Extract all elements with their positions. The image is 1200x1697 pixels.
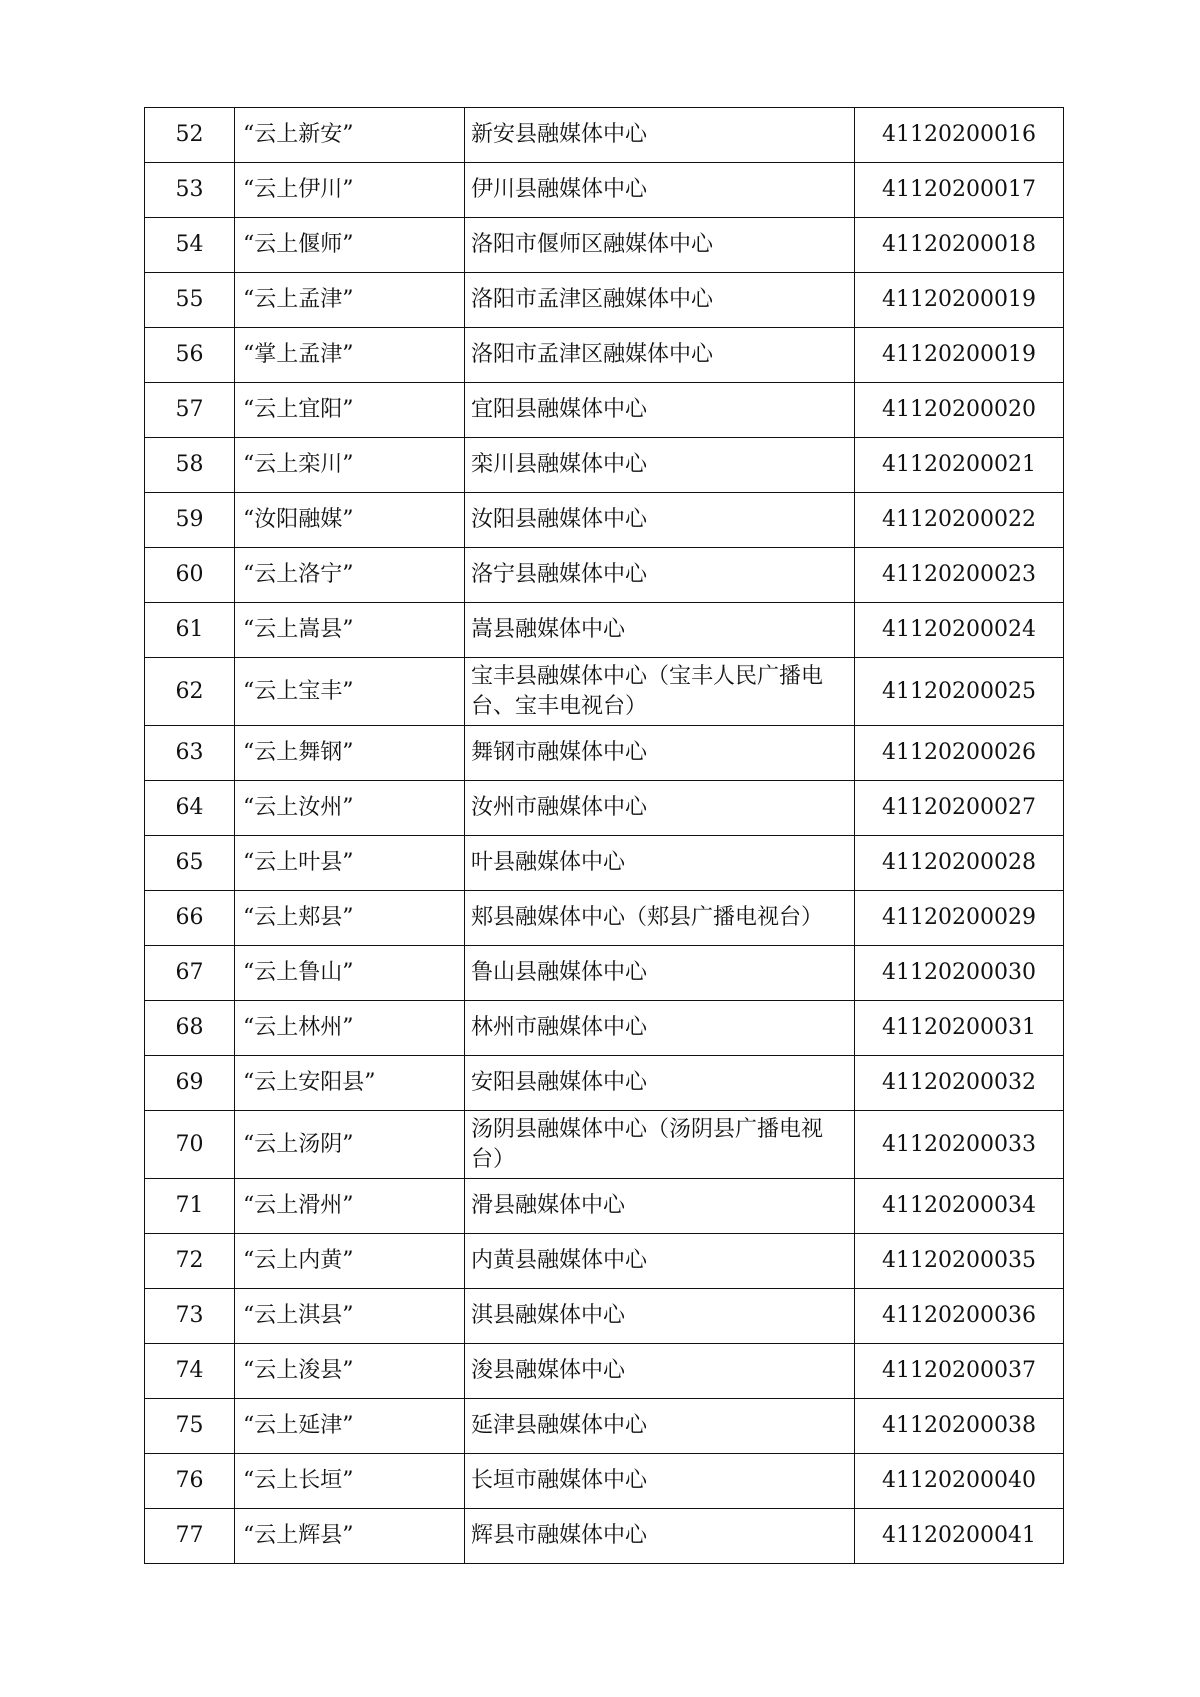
organization-cell: 叶县融媒体中心 xyxy=(465,836,855,891)
row-index-cell: 59 xyxy=(145,493,235,548)
table-row xyxy=(145,1344,1064,1399)
app-name-cell: “云上滑州” xyxy=(235,1179,465,1234)
registration-code-cell: 41120200016 xyxy=(855,108,1064,163)
organization-cell: 郏县融媒体中心（郏县广播电视台） xyxy=(465,891,855,946)
app-name-cell: “云上长垣” xyxy=(235,1454,465,1509)
app-name-cell: “云上宝丰” xyxy=(235,658,465,726)
app-name-cell: “云上安阳县” xyxy=(235,1056,465,1111)
table-row xyxy=(145,1056,1064,1111)
organization-cell: 延津县融媒体中心 xyxy=(465,1399,855,1454)
app-name-cell: “掌上孟津” xyxy=(235,328,465,383)
app-name-cell: “云上偃师” xyxy=(235,218,465,273)
table-row xyxy=(145,493,1064,548)
table-row xyxy=(145,1454,1064,1509)
row-index-cell: 77 xyxy=(145,1509,235,1564)
table-row xyxy=(145,1289,1064,1344)
registration-code-cell: 41120200038 xyxy=(855,1399,1064,1454)
row-index-cell: 73 xyxy=(145,1289,235,1344)
organization-cell: 长垣市融媒体中心 xyxy=(465,1454,855,1509)
organization-cell: 新安县融媒体中心 xyxy=(465,108,855,163)
row-index-cell: 67 xyxy=(145,946,235,1001)
row-index-cell: 58 xyxy=(145,438,235,493)
table-body xyxy=(145,108,1064,1564)
registration-code-cell: 41120200024 xyxy=(855,603,1064,658)
registration-code-cell: 41120200023 xyxy=(855,548,1064,603)
organization-cell: 栾川县融媒体中心 xyxy=(465,438,855,493)
app-name-cell: “云上洛宁” xyxy=(235,548,465,603)
registration-code-cell: 41120200032 xyxy=(855,1056,1064,1111)
registration-code-cell: 41120200022 xyxy=(855,493,1064,548)
row-index-cell: 74 xyxy=(145,1344,235,1399)
table-row xyxy=(145,108,1064,163)
organization-cell: 洛阳市孟津区融媒体中心 xyxy=(465,328,855,383)
registration-code-cell: 41120200029 xyxy=(855,891,1064,946)
table-row xyxy=(145,1234,1064,1289)
row-index-cell: 75 xyxy=(145,1399,235,1454)
organization-cell: 浚县融媒体中心 xyxy=(465,1344,855,1399)
app-name-cell: “云上栾川” xyxy=(235,438,465,493)
registration-code-cell: 41120200033 xyxy=(855,1111,1064,1179)
row-index-cell: 63 xyxy=(145,726,235,781)
app-name-cell: “云上汤阴” xyxy=(235,1111,465,1179)
registration-code-cell: 41120200019 xyxy=(855,273,1064,328)
table-row xyxy=(145,1111,1064,1179)
row-index-cell: 64 xyxy=(145,781,235,836)
registration-code-cell: 41120200020 xyxy=(855,383,1064,438)
table-row xyxy=(145,836,1064,891)
organization-cell: 宜阳县融媒体中心 xyxy=(465,383,855,438)
organization-cell: 滑县融媒体中心 xyxy=(465,1179,855,1234)
organization-cell: 舞钢市融媒体中心 xyxy=(465,726,855,781)
app-name-cell: “云上淇县” xyxy=(235,1289,465,1344)
table-row xyxy=(145,328,1064,383)
app-name-cell: “云上辉县” xyxy=(235,1509,465,1564)
app-name-cell: “汝阳融媒” xyxy=(235,493,465,548)
registration-code-cell: 41120200025 xyxy=(855,658,1064,726)
row-index-cell: 76 xyxy=(145,1454,235,1509)
table-row xyxy=(145,1179,1064,1234)
app-name-cell: “云上汝州” xyxy=(235,781,465,836)
row-index-cell: 56 xyxy=(145,328,235,383)
registration-code-cell: 41120200026 xyxy=(855,726,1064,781)
registration-code-cell: 41120200018 xyxy=(855,218,1064,273)
registration-code-cell: 41120200021 xyxy=(855,438,1064,493)
row-index-cell: 60 xyxy=(145,548,235,603)
registration-code-cell: 41120200017 xyxy=(855,163,1064,218)
organization-cell: 安阳县融媒体中心 xyxy=(465,1056,855,1111)
organization-cell: 宝丰县融媒体中心（宝丰人民广播电台、宝丰电视台） xyxy=(465,658,855,726)
row-index-cell: 61 xyxy=(145,603,235,658)
table-row xyxy=(145,548,1064,603)
app-name-cell: “云上浚县” xyxy=(235,1344,465,1399)
app-name-cell: “云上嵩县” xyxy=(235,603,465,658)
table-row xyxy=(145,163,1064,218)
organization-cell: 洛阳市孟津区融媒体中心 xyxy=(465,273,855,328)
organization-cell: 汝州市融媒体中心 xyxy=(465,781,855,836)
registration-code-cell: 41120200027 xyxy=(855,781,1064,836)
organization-cell: 辉县市融媒体中心 xyxy=(465,1509,855,1564)
row-index-cell: 65 xyxy=(145,836,235,891)
table-row xyxy=(145,946,1064,1001)
organization-cell: 嵩县融媒体中心 xyxy=(465,603,855,658)
app-name-cell: “云上伊川” xyxy=(235,163,465,218)
row-index-cell: 62 xyxy=(145,658,235,726)
registry-table xyxy=(144,107,1064,1564)
app-name-cell: “云上新安” xyxy=(235,108,465,163)
row-index-cell: 68 xyxy=(145,1001,235,1056)
organization-cell: 洛阳市偃师区融媒体中心 xyxy=(465,218,855,273)
organization-cell: 淇县融媒体中心 xyxy=(465,1289,855,1344)
organization-cell: 汝阳县融媒体中心 xyxy=(465,493,855,548)
organization-cell: 伊川县融媒体中心 xyxy=(465,163,855,218)
table-row xyxy=(145,1509,1064,1564)
app-name-cell: “云上林州” xyxy=(235,1001,465,1056)
table-row xyxy=(145,383,1064,438)
table-row xyxy=(145,726,1064,781)
row-index-cell: 70 xyxy=(145,1111,235,1179)
row-index-cell: 71 xyxy=(145,1179,235,1234)
registration-code-cell: 41120200035 xyxy=(855,1234,1064,1289)
table-row xyxy=(145,781,1064,836)
registration-code-cell: 41120200034 xyxy=(855,1179,1064,1234)
table-row xyxy=(145,1399,1064,1454)
row-index-cell: 54 xyxy=(145,218,235,273)
organization-cell: 林州市融媒体中心 xyxy=(465,1001,855,1056)
registration-code-cell: 41120200036 xyxy=(855,1289,1064,1344)
organization-cell: 洛宁县融媒体中心 xyxy=(465,548,855,603)
registration-code-cell: 41120200030 xyxy=(855,946,1064,1001)
row-index-cell: 57 xyxy=(145,383,235,438)
organization-cell: 鲁山县融媒体中心 xyxy=(465,946,855,1001)
organization-cell: 内黄县融媒体中心 xyxy=(465,1234,855,1289)
registration-code-cell: 41120200041 xyxy=(855,1509,1064,1564)
app-name-cell: “云上孟津” xyxy=(235,273,465,328)
table-row xyxy=(145,658,1064,726)
table-row xyxy=(145,273,1064,328)
app-name-cell: “云上鲁山” xyxy=(235,946,465,1001)
app-name-cell: “云上宜阳” xyxy=(235,383,465,438)
row-index-cell: 72 xyxy=(145,1234,235,1289)
registration-code-cell: 41120200019 xyxy=(855,328,1064,383)
row-index-cell: 53 xyxy=(145,163,235,218)
row-index-cell: 69 xyxy=(145,1056,235,1111)
table-row xyxy=(145,218,1064,273)
table-row xyxy=(145,438,1064,493)
registration-code-cell: 41120200031 xyxy=(855,1001,1064,1056)
table-row xyxy=(145,603,1064,658)
app-name-cell: “云上郏县” xyxy=(235,891,465,946)
app-name-cell: “云上舞钢” xyxy=(235,726,465,781)
row-index-cell: 55 xyxy=(145,273,235,328)
row-index-cell: 66 xyxy=(145,891,235,946)
row-index-cell: 52 xyxy=(145,108,235,163)
registration-code-cell: 41120200037 xyxy=(855,1344,1064,1399)
app-name-cell: “云上内黄” xyxy=(235,1234,465,1289)
app-name-cell: “云上延津” xyxy=(235,1399,465,1454)
table-row xyxy=(145,1001,1064,1056)
table-row xyxy=(145,891,1064,946)
app-name-cell: “云上叶县” xyxy=(235,836,465,891)
registration-code-cell: 41120200028 xyxy=(855,836,1064,891)
organization-cell: 汤阴县融媒体中心（汤阴县广播电视台） xyxy=(465,1111,855,1179)
registration-code-cell: 41120200040 xyxy=(855,1454,1064,1509)
